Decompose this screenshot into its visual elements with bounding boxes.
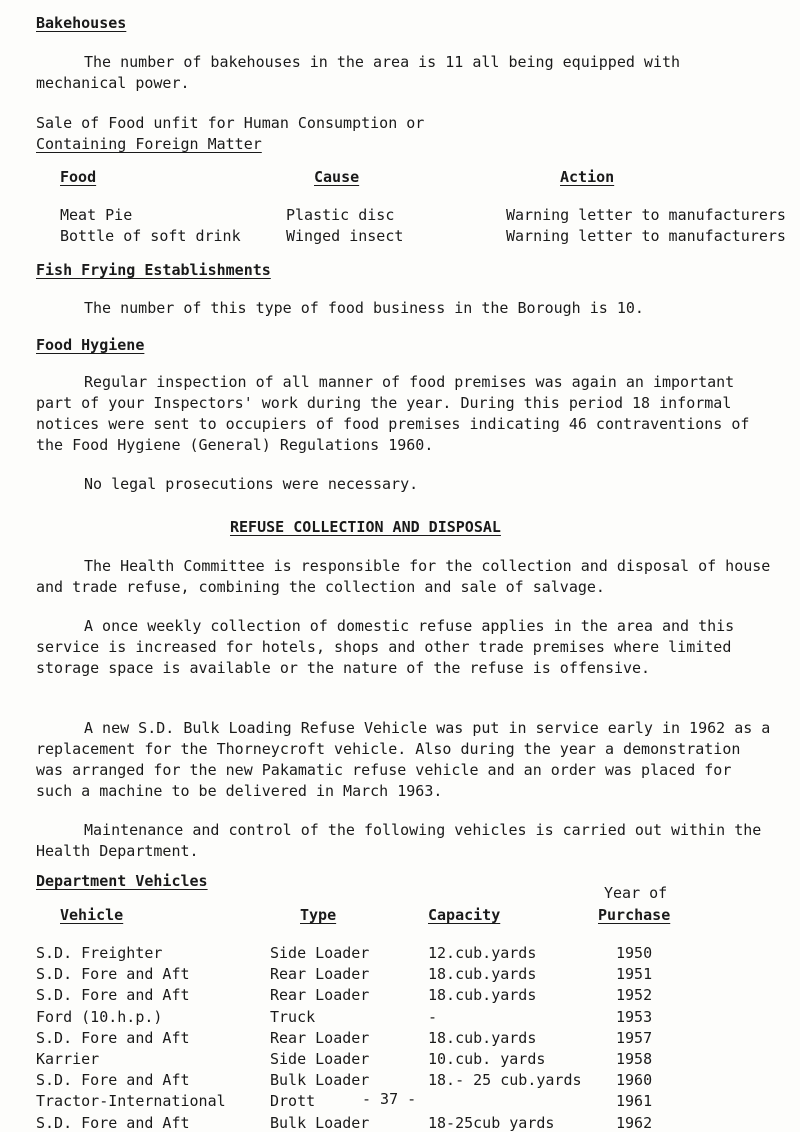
vehicle-cell: S.D. Fore and Aft: [36, 1113, 190, 1132]
hygiene-heading: Food Hygiene: [36, 336, 145, 354]
action-col-header: Action: [560, 168, 615, 186]
type-cell: Truck: [270, 1007, 316, 1026]
capacity-cell: 18-25cub yards: [428, 1113, 555, 1132]
unfit-heading-line1: Sale of Food unfit for Human Consumption or: [36, 114, 425, 132]
page-number: - 37 -: [362, 1090, 417, 1108]
vehicle-cell: S.D. Fore and Aft: [36, 1071, 190, 1090]
refuse-paragraph-2: A once weekly collection of domestic refuse applies in the area and this service is increased for hotels, shops and other trade premises where limited storage space is available or the nature of the refuse is offensive.: [36, 617, 735, 677]
year-cell: 1957: [616, 1028, 653, 1047]
cause-col-header: Cause: [314, 168, 360, 186]
bakehouses-text: The number of bakehouses in the area is 11 all being equipped with mechanical power.: [36, 53, 681, 92]
capacity-col-header: Capacity: [428, 906, 501, 924]
vehicle-col-header: Vehicle: [60, 906, 124, 924]
year-cell: 1950: [616, 944, 653, 962]
year-cell: 1960: [616, 1071, 653, 1090]
year-cell: 1961: [616, 1092, 653, 1111]
vehicle-cell: S.D. Freighter: [36, 944, 163, 962]
cause-cell: Plastic disc: [286, 206, 395, 224]
bakehouses-heading: Bakehouses: [36, 14, 127, 32]
type-cell: Rear Loader: [270, 965, 370, 984]
refuse-paragraph-1: The Health Committee is responsible for the collection and disposal of house and trade refuse, combining the collection and sale of salvage.: [36, 557, 771, 596]
vehicle-cell: Karrier: [36, 1050, 100, 1068]
vehicle-cell: S.D. Fore and Aft: [36, 965, 190, 984]
year-cell: 1962: [616, 1113, 653, 1132]
vehicle-cell: S.D. Fore and Aft: [36, 986, 190, 1005]
capacity-cell: 18.cub.yards: [428, 986, 537, 1005]
fish-text: The number of this type of food business in the Borough is 10.: [84, 299, 644, 317]
capacity-cell: 18.cub.yards: [428, 965, 537, 984]
type-col-header: Type: [300, 906, 337, 924]
hygiene-text-2: No legal prosecutions were necessary.: [84, 475, 419, 493]
vehicle-cell: S.D. Fore and Aft: [36, 1028, 190, 1047]
capacity-cell: -: [428, 1007, 438, 1026]
refuse-paragraph-3: A new S.D. Bulk Loading Refuse Vehicle was put in service early in 1962 as a replacement for the Thorneycroft vehicle. Also during the year a demonstration was arranged for the new Pakamatic refuse vehicle and an order was placed for such a machine to be delivered in March 1963.: [36, 719, 771, 800]
action-cell: Warning letter to manufacturers: [506, 206, 786, 224]
type-cell: Drott: [270, 1092, 316, 1111]
capacity-cell: 12.cub.yards: [428, 944, 537, 962]
capacity-cell: 18.- 25 cub.yards: [428, 1071, 582, 1090]
year-cell: 1953: [616, 1007, 653, 1026]
food-cell: Meat Pie: [60, 206, 133, 224]
year-cell: 1951: [616, 965, 653, 984]
type-cell: Rear Loader: [270, 986, 370, 1005]
year-of-header: Year of: [604, 884, 668, 902]
refuse-paragraph-4: Maintenance and control of the following vehicles is carried out within the Health Department.: [36, 821, 762, 860]
unfit-heading-line2: Containing Foreign Matter: [36, 135, 262, 153]
type-cell: Side Loader: [270, 1050, 370, 1068]
year-cell: 1952: [616, 986, 653, 1005]
food-col-header: Food: [60, 168, 97, 186]
vehicle-cell: Ford (10.h.p.): [36, 1007, 163, 1026]
cause-cell: Winged insect: [286, 227, 404, 245]
action-cell: Warning letter to manufacturers: [506, 227, 786, 245]
fish-heading: Fish Frying Establishments: [36, 261, 271, 279]
type-cell: Rear Loader: [270, 1028, 370, 1047]
year-cell: 1958: [616, 1050, 653, 1068]
capacity-cell: 10.cub. yards: [428, 1050, 546, 1068]
vehicle-cell: Tractor-International: [36, 1092, 226, 1111]
refuse-heading: REFUSE COLLECTION AND DISPOSAL: [230, 518, 501, 536]
hygiene-text: Regular inspection of all manner of food premises was again an important part of your Inspectors' work during the year. During this period 18 informal notices were sent to occupiers of food premises indicating 46 contraventions of the Food Hygiene (General) Regulations 1960.: [36, 373, 750, 454]
vehicles-heading: Department Vehicles: [36, 872, 208, 890]
type-cell: Bulk Loader: [270, 1113, 370, 1132]
type-cell: Side Loader: [270, 944, 370, 962]
capacity-cell: 18.cub.yards: [428, 1028, 537, 1047]
food-cell: Bottle of soft drink: [60, 227, 241, 245]
purchase-col-header: Purchase: [598, 906, 671, 924]
type-cell: Bulk Loader: [270, 1071, 370, 1090]
